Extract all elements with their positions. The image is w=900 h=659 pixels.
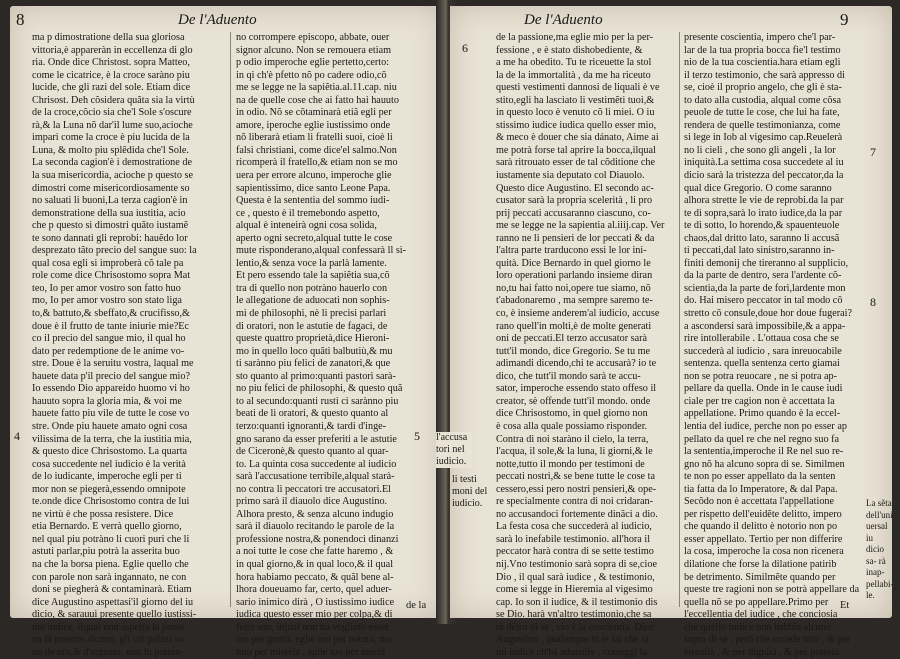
text-line: mi iudice ch'hà aduenire , correggi la: [496, 646, 647, 658]
text-line: alqual è inteneirà ogni cosa solida,: [236, 220, 377, 232]
text-line: to. La quinta cosa succedente al iudicio: [236, 458, 397, 470]
text-line: hauete data p'il precio del sangue mio?: [32, 370, 190, 382]
text-line: se, cioè il proprio angelo, che gli è sta-: [684, 82, 842, 94]
text-line: de la croce,cõcio sia che'l Sole s'oscure: [32, 107, 192, 119]
text-line: rano quell'in molti,è de molte generati: [496, 320, 652, 332]
text-line: me potrà forse tal aprire la bocca,ilqual: [496, 144, 656, 156]
right-page: [450, 6, 894, 658]
text-line: beati de li oratori, & questo quanto al: [236, 408, 389, 420]
text-line: oni de peccati.El terzo accusator sarà: [496, 333, 648, 345]
text-line: & meco è douer che sia dánato, Aime ai: [496, 132, 659, 144]
text-line: no corrompere episcopo, abbate, ouer: [236, 32, 390, 43]
text-line: cessero,essi pero nostri pensieri,& ope-: [496, 483, 657, 495]
text-line: in odio. Nõ se cõtaminarà etiã egli per: [236, 107, 392, 119]
text-line: doue è il frutto de tante iniurie mie?Ec: [32, 320, 189, 332]
text-line: chaos,dal dritto lato, saranno li accusã: [684, 232, 840, 244]
text-line: doni se piegherà & contaminarà. Etiam: [32, 584, 192, 596]
text-line: in qual giorno,& in qual loco,& il qual: [236, 558, 394, 570]
text-line: lentia del iudice, perche non po esser ap: [684, 420, 847, 432]
text-line: & questo dice Chrisostomo. La quarta: [32, 446, 188, 458]
text-line: peccator harà contra di se sette testimo: [496, 546, 654, 558]
left-page: [10, 6, 442, 658]
text-line: dicio, & sarauui presente quello iustissi-: [32, 609, 197, 621]
text-line: qual dice Gregorio. O come saranno: [684, 182, 832, 194]
text-line: co il precio del sangue mio, il qual ho: [32, 333, 186, 345]
text-line: da la parte de dentro, sera l'ardente cõ-: [684, 270, 842, 282]
marginal-note-testimoni: li testi moni del iudicio.: [452, 474, 488, 509]
text-line: stito,egli ha lasciato li vestimẽti tuoi,&: [496, 94, 655, 106]
text-line: La festa cosa che succederà al iudicio,: [496, 521, 652, 533]
text-line: La seconda cagion'è i demostratione de: [32, 157, 192, 169]
text-line: etia Bernardo. E verrà quello giorno,: [32, 521, 182, 533]
text-line: succederà al iudicio , sara inreuocabile: [684, 345, 842, 357]
text-line: appellatione. Primo quando è la eccel-: [684, 408, 841, 420]
text-line: Contra di noi staràno il cielo, la terra,: [496, 433, 649, 445]
text-line: Dio , il qual sarà iudice , & testimonio,: [496, 571, 655, 583]
text-line: sarà il diauolo recitando le parole de la: [236, 521, 395, 533]
text-line: come le cicatrice, è la croce saràno piu: [32, 69, 190, 81]
text-line: stre. Onde piu hauete amato ogni cosa: [32, 420, 188, 432]
text-line: sopra di se , peró che eccede tutti , & per: [684, 634, 851, 646]
text-line: sator, imperoche essendo stato offeso il: [496, 383, 657, 395]
text-line: vittoria,è appareràn in eccellenza di glo: [32, 44, 193, 56]
right-running-head: De l'Aduento: [524, 12, 603, 28]
text-line: ti sarànno piu felici de zanatori,& que: [236, 358, 391, 370]
text-line: tuo per gratia. eglie tuo per natura, ma: [236, 634, 392, 646]
text-line: che quello iudice non habbia alcuno: [684, 621, 831, 633]
text-line: no,tu hai fatto noi,opere tue siamo, nõ: [496, 282, 651, 294]
right-column-a: [496, 32, 676, 658]
text-line: finiti demonij che tireranno al supplicio,: [684, 257, 849, 269]
text-line: in qi ch'è pfetto nõ po cadere odio,cõ: [236, 69, 387, 81]
text-line: signor alcuno. Non se remouera etiam: [236, 44, 392, 56]
text-line: cap. Io son il iudice, & il testimonio dis: [496, 596, 658, 608]
right-column-rule: [679, 32, 680, 607]
text-line: uera per errore alcuno, imperoche glie: [236, 170, 392, 182]
text-line: il terzo testimonio, che sarà appresso di: [684, 69, 845, 81]
text-line: do. Hai misero peccator in tal modo cõ: [684, 295, 843, 307]
text-line: dico, che tutt'il mondo sarà te accu-: [496, 370, 641, 382]
text-line: Augustino , qualunque tu te fai che ta: [496, 634, 649, 646]
left-margin-numeral-4: 4: [14, 429, 20, 443]
text-line: mo, Io per amor vostro son stato liga: [32, 295, 182, 307]
text-line: vilissima de la terra, che la iustitia mia,: [32, 433, 192, 445]
text-line: peuole de tutte le cose, che lui ha fate,: [684, 107, 840, 119]
text-line: stissimo iudice iudica quello esser mio,: [496, 119, 657, 131]
text-line: alhora strette le vie de reprobi.da la par: [684, 195, 844, 207]
text-line: me se legge ne la sapiẽtia.al.11.cap. niu: [236, 82, 397, 94]
text-line: sto quanto al primo:quanti pastori sarà-: [236, 370, 396, 382]
text-line: hauuto sopra la gloria mia, & voi me: [32, 395, 182, 407]
text-line: Alhora presto, & senza alcuno indugio: [236, 508, 394, 520]
text-line: è cosa alla quale possiamo risponder.: [496, 420, 648, 432]
text-line: de lo iudicante, imperoche egli per ti: [32, 471, 182, 483]
text-line: hora habiamo peccato, & quãl bene al-: [236, 571, 394, 583]
text-line: la de la immortalità , da me ha riceuto: [496, 69, 651, 81]
text-line: de Ciceronè,& questo quanto al quar-: [236, 446, 389, 458]
text-line: ricomperà il fratello,& etiam non se mo: [236, 157, 398, 169]
text-line: gno nõ ha alcuno sopra di se. Similmen: [684, 458, 845, 470]
text-line: mi de philosophi, nè li precisi parlari: [236, 308, 387, 320]
text-line: no li cieli , che sono gli angeli , la lor: [684, 144, 836, 156]
text-line: creator, sè offende tutt'il mondo. onde: [496, 395, 651, 407]
text-line: Questo dice Augustino. El secondo ac-: [496, 182, 654, 194]
text-line: la sua misericordia, acioche p questo se: [32, 170, 193, 182]
text-line: aperto ogni secreto,alqual tutte le cose: [236, 232, 393, 244]
text-line: adimandi dicendo,chi te accusarà? io te: [496, 358, 657, 370]
left-column-a: [32, 32, 228, 658]
text-line: be detrimento. Similmẽte quando per: [684, 571, 836, 583]
text-line: quità. Dice Bernardo in quel giorno le: [496, 257, 651, 269]
text-line: ria. Onde dice Christost. sopra Matteo,: [32, 57, 190, 69]
text-line: to al secundo:quanti rusti ci sarànno piu: [236, 395, 399, 407]
text-line: to dato alla custodia, alqual come cõsa: [684, 94, 842, 106]
text-line: impari come la croce è piu lucida de la: [32, 132, 190, 144]
text-line: dilatione che forse la dilatione patirib: [684, 558, 837, 570]
text-line: te.onde dice Chrisostomo contra de lui: [32, 496, 190, 508]
text-line: Luna, & molto piu splêdida che'l Sole.: [32, 144, 189, 156]
text-line: eternità , & per dignità , & per potestà.: [684, 646, 842, 658]
text-line: fetto suo, ilqual non ha voglìuto esser: [236, 621, 390, 633]
text-line: mo iudice, ilqual non aspetta la perso: [32, 621, 184, 633]
text-line: na di potente alcuno, gli cui palazi so: [32, 634, 184, 646]
text-line: no accusandoci fortemente dinãci a dio.: [496, 508, 658, 520]
left-folio: 8: [16, 10, 25, 29]
text-line: teo, Io per amor vostro son fatto huo: [32, 282, 181, 294]
left-column-rule: [230, 32, 231, 607]
text-line: amore, iperoche eglie iustissimo onde: [236, 119, 391, 131]
text-line: l'altra parte trarducono essi le lor ini-: [496, 245, 647, 257]
text-line: la cosa, imperoche la cosa non ricenera: [684, 546, 844, 558]
text-line: sarà l'accusatione terribile,alqual starà-: [236, 471, 395, 483]
right-margin-numeral-8: 8: [870, 295, 876, 309]
text-line: Et pero essendo tale la sapiẽtia sua,cõ: [236, 270, 390, 282]
text-line: dimostri come misericordiosamente so: [32, 182, 190, 194]
text-line: no saluati li buoni,La terza cagion'è in: [32, 195, 188, 207]
text-line: dato per redemptione de le anime vo-: [32, 345, 185, 357]
text-line: iustamente sia deputato col Diauolo.: [496, 170, 645, 182]
text-line: mute risponderano,alqual confessarà ll si-: [236, 245, 407, 257]
text-line: terzo:quanti ignoranti,& tardi d'inge-: [236, 420, 387, 432]
text-line: iudica questo esser mio per colpa,& di: [236, 609, 393, 621]
right-folio: 9: [840, 10, 849, 29]
text-line: astuti parlar,piu potrà la asserita buo: [32, 546, 180, 558]
text-line: sario inimico dirà , O iustissimo iudice: [236, 596, 395, 608]
text-line: cosa succedente nel iudicio è la verità: [32, 458, 186, 470]
text-line: mio per miseria , eglie tuo per meriti: [236, 646, 386, 658]
text-line: primo sarà il diauolo dice Augustino.: [236, 496, 388, 508]
text-line: l'acqua, il sole,& la luna, li giorni,& le: [496, 446, 653, 458]
text-line: falsi christiani, come dice'el salmo.Non: [236, 144, 397, 156]
text-line: demonstratione della sua iustitia, acio: [32, 207, 186, 219]
text-line: questi vestimenti dannosi de liquali è ve: [496, 82, 660, 94]
text-line: si lege in Iob al vigesimo cap.Reuelerà: [684, 132, 843, 144]
text-line: iniquità.La settima cosa succedete al iu: [684, 157, 844, 169]
text-line: p odio imperoche eglie pertetto,certo:: [236, 57, 390, 69]
text-line: stre. Doue è la seruitu vostra, laqual me: [32, 358, 194, 370]
text-line: sapientissimo, dice santo Leone Papa.: [236, 182, 391, 194]
text-line: Chrisost. Deh cõsidera quãta sia la virtù: [32, 94, 195, 106]
text-line: na de quelle cose che ai fatto hai hauuto: [236, 94, 399, 106]
text-line: role come dice Chrisostomo sopra Mat: [32, 270, 191, 282]
text-line: gno sarano da esser preferiti a le astutie: [236, 433, 397, 445]
text-line: stretto cõ consule,doue hor doue fugerai?: [684, 308, 853, 320]
text-line: queste quattro proprietà,dice Hieroni-: [236, 333, 390, 345]
text-line: a noi tutte le cose che fatte haremo , &: [236, 546, 394, 558]
text-line: na che la borsa piena. Eglie quello che: [32, 558, 189, 570]
left-catchword: de la: [406, 600, 427, 611]
right-margin-numeral-7: 7: [870, 145, 876, 159]
text-line: ce , questo è il tremebondo aspetto,: [236, 207, 380, 219]
text-line: notte,tutto il mondo per testimoni de: [496, 458, 645, 470]
text-line: t'abadonaremo , ma sempre saremo te-: [496, 295, 653, 307]
text-line: me se legge ne la sapientia al.iiij.cap. Ver: [496, 220, 665, 232]
text-line: tia fatta da lo Imperatore, & dal Papa.: [684, 483, 838, 495]
text-line: dicio sarà la tristezza del peccator,da la: [684, 170, 844, 182]
text-line: ti peccati,dal lato sinistro,saranno in-: [684, 245, 835, 257]
text-line: nel qual piu potràno li cuori puri che li: [32, 533, 190, 545]
text-line: come si legge in Hieremia al vigesimo: [496, 584, 653, 596]
text-line: mor non se piegerà,essendo omnipote: [32, 483, 186, 495]
right-catchword: Et: [840, 600, 850, 611]
text-line: rendera de quelle testimonianza, come: [684, 119, 841, 131]
text-line: dice Chrisostomo, in quel giorno non: [496, 408, 648, 420]
text-line: hauete fatto piu vile de tutte le cose vo: [32, 408, 190, 420]
text-line: lentio,& senza voce la parlà lamente.: [236, 257, 387, 269]
text-line: rà,& la Luna nõ dar'il lume suo,acioche: [32, 119, 193, 131]
text-line: lhora doueuamo far, certo, quel aduer-: [236, 584, 392, 596]
text-line: pellato da quel re che nel regno suo fa: [684, 433, 840, 445]
text-line: professione nostra,& ponendoci dinanzi: [236, 533, 399, 545]
text-line: che p questo si dimostri quãto iustamẽ: [32, 220, 189, 232]
text-line: Secõdo non è accettata l'appellatione: [684, 496, 835, 508]
text-line: te di sopra,sarà lo irato iudice,da la par: [684, 207, 843, 219]
text-line: quella nõ se po appellare.Primo per: [684, 596, 829, 608]
text-line: no piu felici de philosophi, & questo quã: [236, 383, 403, 395]
text-line: sarà lo inefabile testimonio. all'hora il: [496, 533, 651, 545]
text-line: sarà ritrouato esser de tal cõditione che: [496, 157, 655, 169]
text-line: ne virtù è che possa resistere. Dice: [32, 508, 174, 520]
text-line: te di sotto, lo horendo,& spauenteuole: [684, 220, 840, 232]
text-line: queste tre ragioni non se potrà appellare da: [684, 584, 860, 596]
text-line: tra di quello non potràno hauerlo con: [236, 282, 388, 294]
text-line: lucide, che gli razi del sole. Etiam dice: [32, 82, 191, 94]
text-line: te non po esser appellato da la senten: [684, 471, 836, 483]
text-line: a ascondersi sarà impossibile,& a appa-: [684, 320, 846, 332]
text-line: dice Augustino aspettasi'il giorno del iu: [32, 596, 194, 608]
text-line: peccati nostri,& se bene tutte le cose ta: [496, 471, 655, 483]
text-line: ma p dimostratione della sua gloriosa: [32, 32, 185, 43]
text-line: Io essendo Dio appareido huomo vi ho: [32, 383, 190, 395]
text-line: per rispetto dell'euidẽte delitto, impero: [684, 508, 842, 520]
left-margin-numeral-5: 5: [414, 429, 420, 443]
text-line: Questa è la sententia del sommo iudi-: [236, 195, 390, 207]
text-line: mo in quello loco quãti balbutiù,& mu: [236, 345, 393, 357]
text-line: co, è insieme anderem'al iudicio, accuse: [496, 308, 660, 320]
text-line: ranno ne li pensieri de lor peccati & da: [496, 232, 655, 244]
text-line: pellare da quella. Onde in le cause iudi: [684, 383, 843, 395]
marginal-note-accusatori: l'accusa tori nel iudicio.: [436, 432, 472, 468]
text-line: presente coscientia, impero che'l par-: [684, 32, 836, 43]
text-line: con parole non sarà ingannato, ne con: [32, 571, 187, 583]
right-column-b: [684, 32, 864, 658]
text-line: to,& battuto,& sbeffato,& crucifisso,&: [32, 308, 190, 320]
text-line: nõ liberarà etiam li fratelli suoi, cioè li: [236, 132, 393, 144]
text-line: no contra li peccatori tre accusatori.El: [236, 483, 392, 495]
text-line: tutt'il mondo, dice Gregorio. Se tu me: [496, 345, 651, 357]
text-line: qual cosa egli si improberà cõ tale pa: [32, 257, 184, 269]
text-line: in questo loco è venuto cõ li miei. O iu: [496, 107, 655, 119]
left-running-head: De l'Aduento: [178, 12, 257, 28]
text-line: di oratori, non le astutie de fagaci, de: [236, 320, 388, 332]
text-line: re specialmente contra di noi cridaran-: [496, 496, 653, 508]
text-line: no de oro,& d'argento, non lo potran-: [32, 646, 184, 658]
right-margin-numeral-6: 6: [462, 41, 468, 55]
text-line: loro operationi parlando insieme diran: [496, 270, 653, 282]
text-line: prij peccati accusaranno ciascuno, co-: [496, 207, 651, 219]
text-line: sentenza. quella sentenza certo giamai: [684, 358, 840, 370]
text-line: rire intollerabile . L'ottaua cosa che se: [684, 333, 839, 345]
text-line: scientia,da la parte de fori,lardente mon: [684, 282, 846, 294]
text-line: esser appellato. Tertio per non differire: [684, 533, 843, 545]
left-column-b: [236, 32, 432, 658]
text-line: rà dẽtro di se , cio è la coscientia. Dice: [496, 621, 654, 633]
marginal-note-sententia: La sẽta dell'uni uersal iu dicio sa- rà inap- pellabi- le.: [866, 498, 894, 600]
text-line: nij.Vno testimonio sarà sopra di se,cioe: [496, 558, 657, 570]
text-line: desprezato tãto precio del sangue suo: la: [32, 245, 197, 257]
text-line: nio de la tua coscientia.hara etiam egli: [684, 57, 841, 69]
text-line: non se potra reuocare , ne si potra ap-: [684, 370, 838, 382]
text-line: le allegatione de aduocati non sophis-: [236, 295, 390, 307]
text-line: fessione , e è stato dishobediente, &: [496, 44, 643, 56]
text-line: lar de la tua propria bocca fie'l testimo: [684, 44, 841, 56]
text-line: te sono dannati gli reprobi: hauẽdo lor: [32, 232, 188, 244]
text-line: cusator sarà la propria scelerità , li pro: [496, 195, 653, 207]
text-line: a me ha obedito. Tu te riceuette la stol: [496, 57, 652, 69]
text-line: ciale per tre cagion non è accettata la: [684, 395, 835, 407]
text-line: l'eccellentia del iudice , che conciosia: [684, 609, 838, 621]
text-line: se Dio. harà vn'altro testimonio,che sa: [496, 609, 652, 621]
text-line: de la passione,ma eglie mio per la per-: [496, 32, 654, 43]
text-line: la sententia,imperoche il Re nel suo re-: [684, 446, 844, 458]
text-line: che quando il delitto è notorio non po: [684, 521, 838, 533]
